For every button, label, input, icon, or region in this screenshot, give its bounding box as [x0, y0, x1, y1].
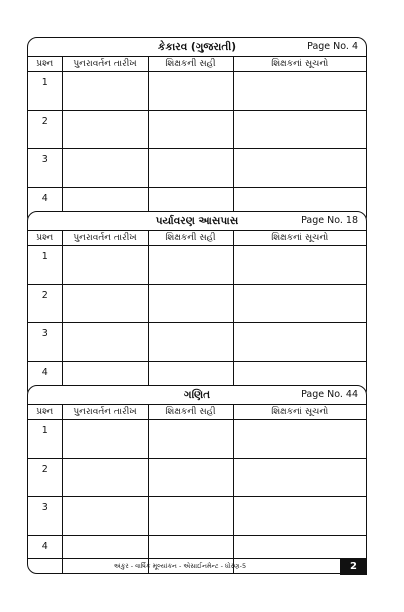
column-header-question: પ્રશ્ન [28, 57, 62, 72]
table-header-row [28, 231, 366, 246]
question-number: 3 [28, 323, 62, 362]
revision-date-cell[interactable] [62, 110, 148, 149]
column-header-revision-date: પુનરાવર્તન તારીખ [62, 231, 148, 246]
table-row [28, 284, 366, 323]
table-row [28, 246, 366, 285]
revision-date-cell[interactable] [62, 284, 148, 323]
section-gujarati [27, 37, 367, 226]
remarks-cell[interactable] [233, 72, 366, 111]
revision-date-cell[interactable] [62, 323, 148, 362]
page-reference: Page No. 44 [301, 389, 358, 400]
question-number: 2 [28, 458, 62, 497]
section-header [28, 386, 366, 405]
question-number: 1 [28, 420, 62, 459]
page-number-badge: 2 [340, 559, 367, 575]
signature-cell[interactable] [148, 323, 233, 362]
table-row [28, 420, 366, 459]
section-header [28, 212, 366, 231]
remarks-cell[interactable] [233, 149, 366, 188]
column-header-teacher-remarks: શિક્ષકનાં સૂચનો [233, 57, 366, 72]
table-row [28, 149, 366, 188]
signature-cell[interactable] [148, 246, 233, 285]
signature-cell[interactable] [148, 458, 233, 497]
column-header-question: પ્રશ્ન [28, 405, 62, 420]
signature-cell[interactable] [148, 497, 233, 536]
signature-cell[interactable] [148, 420, 233, 459]
question-number: 2 [28, 284, 62, 323]
section-header [28, 38, 366, 57]
page-reference: Page No. 4 [307, 41, 358, 52]
question-number: 1 [28, 72, 62, 111]
revision-date-cell[interactable] [62, 458, 148, 497]
column-header-teacher-signature: શિક્ષકની સહી [148, 405, 233, 420]
table-row [28, 72, 366, 111]
question-number: 1 [28, 246, 62, 285]
table-row [28, 110, 366, 149]
signature-cell[interactable] [148, 110, 233, 149]
question-number: 4 [28, 361, 62, 399]
remarks-cell[interactable] [233, 246, 366, 285]
remarks-cell[interactable] [233, 458, 366, 497]
signature-cell[interactable] [148, 284, 233, 323]
section-environment [27, 211, 367, 400]
table-row [28, 497, 366, 536]
question-number: 3 [28, 149, 62, 188]
table-row [28, 458, 366, 497]
revision-date-cell[interactable] [62, 246, 148, 285]
remarks-cell[interactable] [233, 323, 366, 362]
revision-table [28, 405, 366, 573]
question-number: 4 [28, 187, 62, 225]
question-number: 2 [28, 110, 62, 149]
section-mathematics [27, 385, 367, 574]
section-title: પર્યાવરણ આસપાસ [155, 215, 239, 227]
column-header-teacher-remarks: શિક્ષકનાં સૂચનો [233, 405, 366, 420]
revision-date-cell[interactable] [62, 149, 148, 188]
table-header-row [28, 405, 366, 420]
section-title: કેકારવ (ગુજરાતી) [157, 41, 237, 53]
signature-cell[interactable] [148, 149, 233, 188]
revision-date-cell[interactable] [62, 497, 148, 536]
remarks-cell[interactable] [233, 497, 366, 536]
revision-table [28, 231, 366, 399]
column-header-question: પ્રશ્ન [28, 231, 62, 246]
remarks-cell[interactable] [233, 284, 366, 323]
column-header-teacher-remarks: શિક્ષકનાં સૂચનો [233, 231, 366, 246]
table-row [28, 323, 366, 362]
section-title: ગણિત [183, 389, 211, 401]
question-number: 3 [28, 497, 62, 536]
table-header-row [28, 57, 366, 72]
revision-date-cell[interactable] [62, 72, 148, 111]
footer-caption: અંકુર - વાર્ષિક મૂલ્યાંકન - એસાઈનમેન્ટ - ધોરણ-5 [113, 562, 247, 570]
revision-table [28, 57, 366, 225]
column-header-teacher-signature: શિક્ષકની સહી [148, 231, 233, 246]
column-header-revision-date: પુનરાવર્તન તારીખ [62, 57, 148, 72]
remarks-cell[interactable] [233, 420, 366, 459]
revision-date-cell[interactable] [62, 420, 148, 459]
column-header-teacher-signature: શિક્ષકની સહી [148, 57, 233, 72]
footer-divider [27, 558, 367, 559]
remarks-cell[interactable] [233, 110, 366, 149]
question-number: 4 [28, 535, 62, 573]
column-header-revision-date: પુનરાવર્તન તારીખ [62, 405, 148, 420]
page-reference: Page No. 18 [301, 215, 358, 226]
signature-cell[interactable] [148, 72, 233, 111]
